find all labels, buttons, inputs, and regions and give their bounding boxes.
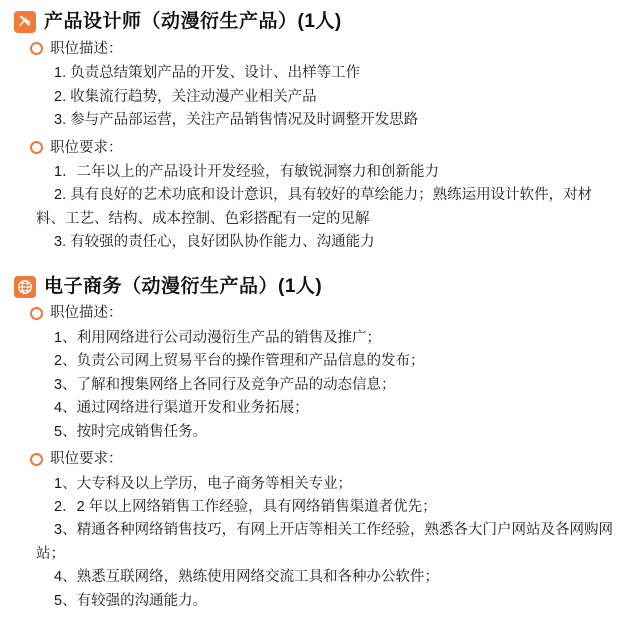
ring-bullet-icon bbox=[30, 453, 43, 466]
job-posting-2 bbox=[0, 275, 631, 614]
section-label: 职位描述： bbox=[50, 305, 123, 322]
job-description-section bbox=[14, 303, 621, 444]
list-item: 1. 负责总结策划产品的开发、设计、出样等工作 bbox=[54, 65, 361, 82]
section-label: 职位要求： bbox=[50, 139, 123, 156]
list-item: 1、利用网络进行公司动漫衍生产品的销售及推广； bbox=[54, 329, 382, 346]
tools-icon bbox=[14, 11, 36, 33]
section-head bbox=[30, 303, 621, 323]
list-item: 2. 收集流行趋势，关注动漫产业相关产品 bbox=[54, 88, 317, 105]
job-title-row bbox=[14, 10, 621, 34]
job-title-row bbox=[14, 275, 621, 299]
list-item: 3. 参与产品部运营，关注产品销售情况及时调整开发思路 bbox=[54, 112, 419, 129]
list-item: 4、通过网络进行渠道开发和业务拓展； bbox=[54, 400, 309, 417]
job-posting-1 bbox=[0, 10, 631, 255]
job-title: 产品设计师（动漫衍生产品）(1人) bbox=[44, 11, 342, 32]
section-head bbox=[30, 138, 621, 158]
list-item: 3、了解和搜集网络上各同行及竞争产品的动态信息； bbox=[54, 376, 396, 393]
globe-icon bbox=[14, 276, 36, 298]
list-item: 3. 有较强的责任心，良好团队协作能力、沟通能力 bbox=[54, 234, 375, 251]
section-head bbox=[30, 449, 621, 469]
list-item: 4、熟悉互联网络，熟练使用网络交流工具和各种办公软件； bbox=[54, 569, 440, 586]
job-description-section bbox=[14, 39, 621, 133]
job-requirements-section bbox=[14, 449, 621, 613]
job-title: 电子商务（动漫衍生产品）(1人) bbox=[44, 275, 323, 297]
section-head bbox=[30, 39, 621, 59]
block-spacer bbox=[0, 255, 631, 265]
list-item: 1、大专科及以上学历，电子商务等相关专业； bbox=[54, 475, 353, 492]
list-item: 2. 具有良好的艺术功底和设计意识，具有较好的草绘能力；熟练运用设计软件，对材料、工艺、结构、成本控制、色彩搭配有一定的见解 bbox=[36, 187, 593, 227]
list-item: 2、负责公司网上贸易平台的操作管理和产品信息的发布； bbox=[54, 353, 425, 370]
list-item: 5、按时完成销售任务。 bbox=[54, 423, 208, 440]
job-requirements-section bbox=[14, 138, 621, 255]
list-item: 5、有较强的沟通能力。 bbox=[54, 592, 208, 609]
list-item: 2．2 年以上网络销售工作经验，具有网络销售渠道者优先； bbox=[54, 498, 437, 515]
list-item: 3、精通各种网络销售技巧，有网上开店等相关工作经验，熟悉各大门户网站及各网购网站； bbox=[36, 522, 614, 562]
ring-bullet-icon bbox=[30, 42, 43, 55]
list-item: 1．二年以上的产品设计开发经验，有敏锐洞察力和创新能力 bbox=[54, 163, 440, 180]
section-label: 职位要求： bbox=[50, 451, 123, 468]
section-label: 职位描述： bbox=[50, 40, 123, 57]
document-page bbox=[0, 10, 631, 622]
ring-bullet-icon bbox=[30, 141, 43, 154]
ring-bullet-icon bbox=[30, 307, 43, 320]
